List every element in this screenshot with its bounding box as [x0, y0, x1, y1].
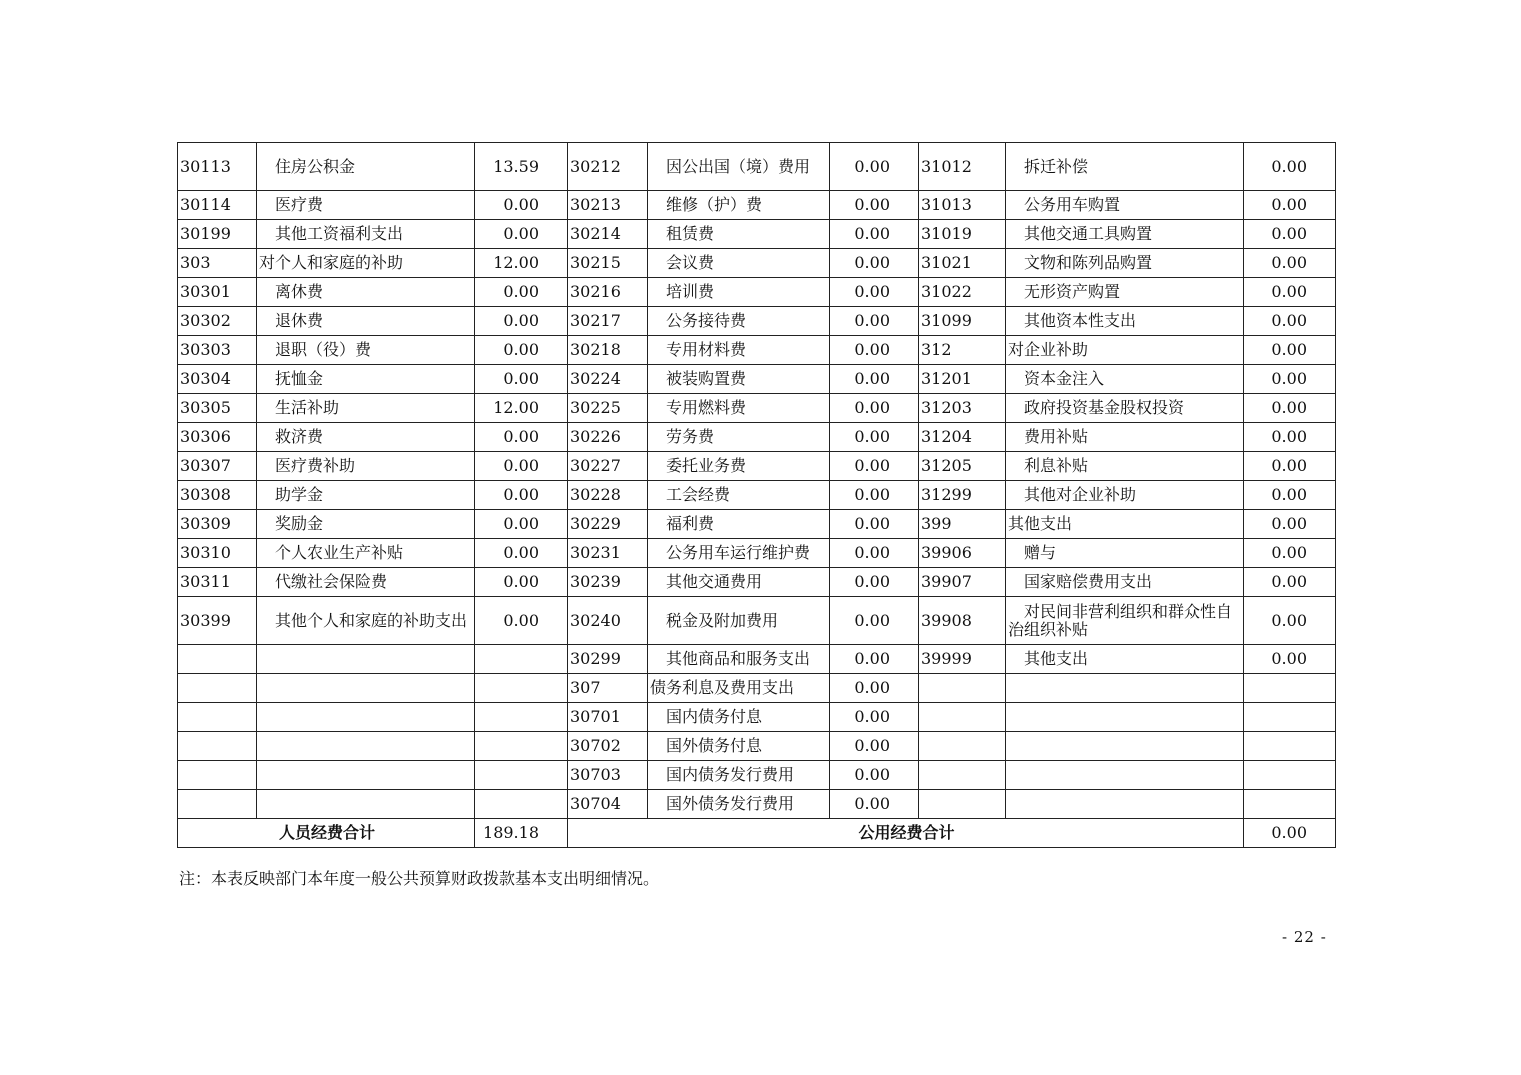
item-amount: 0.00	[1244, 510, 1336, 539]
item-name	[1008, 794, 1024, 813]
item-amount: 0.00	[830, 645, 919, 674]
item-name-cell	[648, 568, 830, 597]
item-code: 30214	[568, 220, 648, 249]
item-name: 助学金	[275, 485, 324, 504]
item-name	[259, 707, 275, 726]
item-code: 31022	[919, 278, 1006, 307]
table-row	[178, 278, 1336, 307]
item-name-cell	[648, 143, 830, 191]
item-code: 30303	[178, 336, 257, 365]
item-code: 31021	[919, 249, 1006, 278]
item-name: 利息补贴	[1024, 456, 1089, 475]
item-code: 39908	[919, 597, 1006, 645]
item-amount: 0.00	[830, 307, 919, 336]
table-row	[178, 365, 1336, 394]
item-amount: 0.00	[830, 510, 919, 539]
item-code: 30225	[568, 394, 648, 423]
table-row	[178, 249, 1336, 278]
item-code: 30215	[568, 249, 648, 278]
item-name-cell	[648, 481, 830, 510]
item-amount	[475, 645, 568, 674]
item-name: 资本金注入	[1024, 369, 1105, 388]
item-name-cell	[1006, 568, 1244, 597]
item-code: 31205	[919, 452, 1006, 481]
table-row	[178, 761, 1336, 790]
item-code: 30704	[568, 790, 648, 819]
item-amount: 0.00	[475, 597, 568, 645]
item-name: 生活补助	[275, 398, 340, 417]
item-amount: 0.00	[475, 510, 568, 539]
item-amount: 0.00	[1244, 568, 1336, 597]
item-code: 30308	[178, 481, 257, 510]
item-name: 其他资本性支出	[1024, 311, 1137, 330]
item-code: 31013	[919, 191, 1006, 220]
item-amount: 0.00	[1244, 481, 1336, 510]
item-name: 税金及附加费用	[666, 610, 779, 630]
item-code: 30239	[568, 568, 648, 597]
item-name: 其他对企业补助	[1024, 485, 1137, 504]
table-row	[178, 423, 1336, 452]
item-name-cell	[257, 143, 475, 191]
item-amount: 0.00	[1244, 249, 1336, 278]
item-name: 劳务费	[666, 427, 715, 446]
item-name: 其他个人和家庭的补助支出	[275, 610, 468, 630]
item-code: 30240	[568, 597, 648, 645]
item-amount: 0.00	[475, 568, 568, 597]
item-code: 30231	[568, 539, 648, 568]
table-row	[178, 732, 1336, 761]
item-amount: 0.00	[1244, 336, 1336, 365]
item-name-cell	[648, 597, 830, 645]
item-amount: 0.00	[830, 452, 919, 481]
item-amount: 0.00	[475, 539, 568, 568]
item-name	[259, 765, 275, 784]
item-name-cell	[1006, 761, 1244, 790]
item-code: 30703	[568, 761, 648, 790]
item-name	[1008, 678, 1024, 697]
item-code: 30228	[568, 481, 648, 510]
item-amount	[475, 761, 568, 790]
table-row	[178, 394, 1336, 423]
item-name-cell	[1006, 510, 1244, 539]
item-code: 307	[568, 674, 648, 703]
item-name-cell	[1006, 249, 1244, 278]
item-name: 赠与	[1024, 543, 1057, 562]
item-name-cell	[257, 481, 475, 510]
item-name: 公务用车购置	[1024, 195, 1121, 214]
item-amount	[1244, 761, 1336, 790]
item-name: 会议费	[666, 253, 715, 272]
item-name: 其他工资福利支出	[275, 224, 404, 243]
item-amount: 0.00	[830, 220, 919, 249]
table-row	[178, 645, 1336, 674]
item-amount	[475, 790, 568, 819]
item-name: 退休费	[275, 311, 324, 330]
item-code	[919, 703, 1006, 732]
item-amount: 0.00	[1244, 423, 1336, 452]
item-name: 国内债务发行费用	[666, 765, 795, 784]
item-code: 39999	[919, 645, 1006, 674]
item-amount: 0.00	[1244, 452, 1336, 481]
item-code: 30701	[568, 703, 648, 732]
item-name-cell	[648, 336, 830, 365]
item-name: 无形资产购置	[1024, 282, 1121, 301]
item-amount: 0.00	[475, 365, 568, 394]
item-name-cell	[257, 249, 475, 278]
item-name-cell	[257, 307, 475, 336]
item-name-cell	[257, 510, 475, 539]
item-name-cell	[257, 597, 475, 645]
item-name: 福利费	[666, 514, 715, 533]
item-code	[919, 732, 1006, 761]
item-code: 31204	[919, 423, 1006, 452]
item-code: 30229	[568, 510, 648, 539]
item-code: 31019	[919, 220, 1006, 249]
item-code	[178, 761, 257, 790]
item-name: 国外债务发行费用	[666, 794, 795, 813]
item-name-cell	[257, 423, 475, 452]
item-code	[919, 761, 1006, 790]
item-name-cell	[1006, 423, 1244, 452]
item-amount: 0.00	[1244, 394, 1336, 423]
item-name: 国外债务付息	[666, 736, 763, 755]
item-name-cell	[257, 336, 475, 365]
item-code	[178, 674, 257, 703]
totals-row	[178, 819, 1336, 848]
item-amount: 0.00	[475, 336, 568, 365]
item-code: 399	[919, 510, 1006, 539]
item-code: 31203	[919, 394, 1006, 423]
item-name-cell	[257, 394, 475, 423]
item-name: 对个人和家庭的补助	[259, 253, 404, 272]
item-amount: 0.00	[830, 249, 919, 278]
item-code: 39906	[919, 539, 1006, 568]
table-row	[178, 452, 1336, 481]
item-name-cell	[1006, 191, 1244, 220]
item-name	[259, 794, 275, 813]
item-name: 抚恤金	[275, 369, 324, 388]
item-name-cell	[648, 539, 830, 568]
item-name-cell	[1006, 220, 1244, 249]
item-amount: 0.00	[830, 394, 919, 423]
item-name-cell	[1006, 143, 1244, 191]
item-name-cell	[257, 365, 475, 394]
item-amount: 0.00	[830, 191, 919, 220]
item-code: 30305	[178, 394, 257, 423]
table-body	[178, 143, 1336, 819]
item-amount: 0.00	[1244, 307, 1336, 336]
item-amount: 13.59	[475, 143, 568, 191]
item-name-cell	[648, 394, 830, 423]
item-name	[1008, 765, 1024, 784]
item-name: 住房公积金	[275, 156, 356, 176]
item-code	[178, 790, 257, 819]
item-name-cell	[1006, 394, 1244, 423]
item-name-cell	[1006, 365, 1244, 394]
item-amount: 0.00	[475, 191, 568, 220]
item-code: 30199	[178, 220, 257, 249]
item-name-cell	[257, 220, 475, 249]
page-number: - 22 -	[1282, 928, 1327, 946]
item-name-cell	[257, 703, 475, 732]
item-name: 公务用车运行维护费	[666, 543, 811, 562]
item-amount: 12.00	[475, 249, 568, 278]
item-name-cell	[1006, 307, 1244, 336]
item-name-cell	[648, 674, 830, 703]
expenditure-detail-table	[177, 142, 1336, 848]
item-amount	[1244, 790, 1336, 819]
item-name-cell	[648, 220, 830, 249]
item-code	[178, 732, 257, 761]
item-amount: 0.00	[830, 732, 919, 761]
item-amount	[475, 674, 568, 703]
table-row	[178, 790, 1336, 819]
item-amount: 0.00	[1244, 365, 1336, 394]
item-name: 其他商品和服务支出	[666, 649, 811, 668]
item-name-cell	[1006, 645, 1244, 674]
item-code: 30301	[178, 278, 257, 307]
item-code: 30113	[178, 143, 257, 191]
table-row	[178, 539, 1336, 568]
item-name	[1008, 707, 1024, 726]
table-row	[178, 597, 1336, 645]
item-name: 债务利息及费用支出	[650, 678, 795, 697]
item-name: 救济费	[275, 427, 324, 446]
item-name-cell	[257, 278, 475, 307]
item-code	[919, 674, 1006, 703]
personnel-total-value: 189.18	[475, 819, 568, 848]
item-code: 30216	[568, 278, 648, 307]
item-amount	[1244, 732, 1336, 761]
item-code: 30399	[178, 597, 257, 645]
item-code: 312	[919, 336, 1006, 365]
item-amount: 0.00	[830, 336, 919, 365]
table-row	[178, 703, 1336, 732]
table-row	[178, 191, 1336, 220]
item-amount: 0.00	[1244, 597, 1336, 645]
item-name: 政府投资基金股权投资	[1024, 398, 1185, 417]
item-amount: 0.00	[830, 703, 919, 732]
item-amount: 0.00	[475, 452, 568, 481]
item-amount: 0.00	[830, 365, 919, 394]
item-name-cell	[1006, 703, 1244, 732]
item-name-cell	[257, 452, 475, 481]
item-code: 30226	[568, 423, 648, 452]
item-name: 离休费	[275, 282, 324, 301]
item-name-cell	[257, 732, 475, 761]
item-amount: 0.00	[830, 539, 919, 568]
item-name: 被装购置费	[666, 369, 747, 388]
item-name-cell	[648, 249, 830, 278]
item-code: 303	[178, 249, 257, 278]
item-name: 退职（役）费	[275, 340, 372, 359]
item-name-cell	[648, 790, 830, 819]
item-amount: 0.00	[475, 220, 568, 249]
table-row	[178, 568, 1336, 597]
item-code	[919, 790, 1006, 819]
item-code: 30309	[178, 510, 257, 539]
item-name: 其他交通费用	[666, 572, 763, 591]
item-name	[259, 649, 275, 668]
item-amount	[1244, 703, 1336, 732]
personnel-total-label: 人员经费合计	[178, 819, 475, 848]
item-name: 对企业补助	[1008, 340, 1089, 359]
item-name-cell	[648, 510, 830, 539]
item-code	[178, 703, 257, 732]
item-name: 其他支出	[1008, 514, 1073, 533]
item-name: 医疗费补助	[275, 456, 356, 475]
item-code: 31201	[919, 365, 1006, 394]
item-amount: 0.00	[1244, 143, 1336, 191]
item-amount: 0.00	[830, 143, 919, 191]
item-name: 专用燃料费	[666, 398, 747, 417]
item-amount: 0.00	[475, 423, 568, 452]
item-name: 工会经费	[666, 485, 731, 504]
item-name-cell	[648, 423, 830, 452]
item-code: 30307	[178, 452, 257, 481]
item-code: 30212	[568, 143, 648, 191]
item-name: 费用补贴	[1024, 427, 1089, 446]
item-name-cell	[1006, 481, 1244, 510]
item-amount: 0.00	[830, 790, 919, 819]
item-amount: 0.00	[830, 481, 919, 510]
item-code	[178, 645, 257, 674]
table-row	[178, 674, 1336, 703]
item-amount: 0.00	[1244, 645, 1336, 674]
item-name-cell	[1006, 336, 1244, 365]
item-name: 医疗费	[275, 195, 324, 214]
item-name-cell	[257, 674, 475, 703]
item-name: 奖励金	[275, 514, 324, 533]
item-name: 其他交通工具购置	[1024, 224, 1153, 243]
item-amount: 0.00	[830, 278, 919, 307]
item-code: 30311	[178, 568, 257, 597]
item-name: 因公出国（境）费用	[666, 156, 811, 176]
item-amount: 0.00	[830, 674, 919, 703]
table-row	[178, 307, 1336, 336]
item-name: 国家赔偿费用支出	[1024, 572, 1153, 591]
item-code: 30302	[178, 307, 257, 336]
item-name: 拆迁补偿	[1024, 156, 1089, 176]
item-name: 维修（护）费	[666, 195, 763, 214]
item-code: 30310	[178, 539, 257, 568]
item-amount: 0.00	[1244, 220, 1336, 249]
item-name-cell	[257, 645, 475, 674]
item-name-cell	[1006, 790, 1244, 819]
item-amount	[1244, 674, 1336, 703]
item-code: 30224	[568, 365, 648, 394]
table-row	[178, 220, 1336, 249]
item-code: 30218	[568, 336, 648, 365]
table-row	[178, 143, 1336, 191]
item-name: 国内债务付息	[666, 707, 763, 726]
item-code: 31099	[919, 307, 1006, 336]
item-amount: 0.00	[1244, 278, 1336, 307]
item-name: 其他支出	[1024, 649, 1089, 668]
item-code: 30213	[568, 191, 648, 220]
item-name-cell	[1006, 278, 1244, 307]
item-name-cell	[257, 191, 475, 220]
item-amount: 12.00	[475, 394, 568, 423]
item-amount: 0.00	[830, 568, 919, 597]
item-name-cell	[257, 539, 475, 568]
item-name-cell	[257, 761, 475, 790]
item-code: 30227	[568, 452, 648, 481]
item-amount: 0.00	[475, 278, 568, 307]
item-name	[259, 678, 275, 697]
item-name-cell	[1006, 674, 1244, 703]
item-name	[1008, 736, 1024, 755]
item-code: 30304	[178, 365, 257, 394]
table-row	[178, 510, 1336, 539]
item-amount	[475, 732, 568, 761]
item-name-cell	[648, 645, 830, 674]
item-amount: 0.00	[475, 307, 568, 336]
item-name	[259, 736, 275, 755]
table-row	[178, 336, 1336, 365]
item-amount	[475, 703, 568, 732]
item-name-cell	[1006, 452, 1244, 481]
item-name: 租赁费	[666, 224, 715, 243]
item-amount: 0.00	[475, 481, 568, 510]
item-name: 对民间非营利组织和群众性自治组织补贴	[1008, 601, 1233, 639]
item-code: 30114	[178, 191, 257, 220]
item-code: 30306	[178, 423, 257, 452]
item-name-cell	[1006, 539, 1244, 568]
item-amount: 0.00	[830, 597, 919, 645]
item-name-cell	[648, 307, 830, 336]
item-name: 公务接待费	[666, 311, 747, 330]
public-total-value: 0.00	[1244, 819, 1336, 848]
item-amount: 0.00	[830, 423, 919, 452]
item-amount: 0.00	[1244, 191, 1336, 220]
item-name-cell	[648, 761, 830, 790]
item-name: 培训费	[666, 282, 715, 301]
item-code: 31012	[919, 143, 1006, 191]
item-code: 39907	[919, 568, 1006, 597]
item-name: 委托业务费	[666, 456, 747, 475]
item-code: 30299	[568, 645, 648, 674]
item-name-cell	[648, 703, 830, 732]
item-name: 文物和陈列品购置	[1024, 253, 1153, 272]
item-amount: 0.00	[830, 761, 919, 790]
item-name-cell	[1006, 597, 1244, 645]
item-name-cell	[648, 278, 830, 307]
item-name-cell	[648, 191, 830, 220]
item-name-cell	[257, 790, 475, 819]
item-name-cell	[648, 732, 830, 761]
item-amount: 0.00	[1244, 539, 1336, 568]
item-name-cell	[648, 365, 830, 394]
item-name: 代缴社会保险费	[275, 572, 388, 591]
item-code: 31299	[919, 481, 1006, 510]
table-row	[178, 481, 1336, 510]
item-code: 30702	[568, 732, 648, 761]
item-name: 专用材料费	[666, 340, 747, 359]
public-total-label: 公用经费合计	[568, 819, 1244, 848]
item-code: 30217	[568, 307, 648, 336]
item-name-cell	[1006, 732, 1244, 761]
item-name-cell	[257, 568, 475, 597]
item-name-cell	[648, 452, 830, 481]
item-name: 个人农业生产补贴	[275, 543, 404, 562]
table-note: 注：本表反映部门本年度一般公共预算财政拨款基本支出明细情况。	[179, 869, 660, 888]
